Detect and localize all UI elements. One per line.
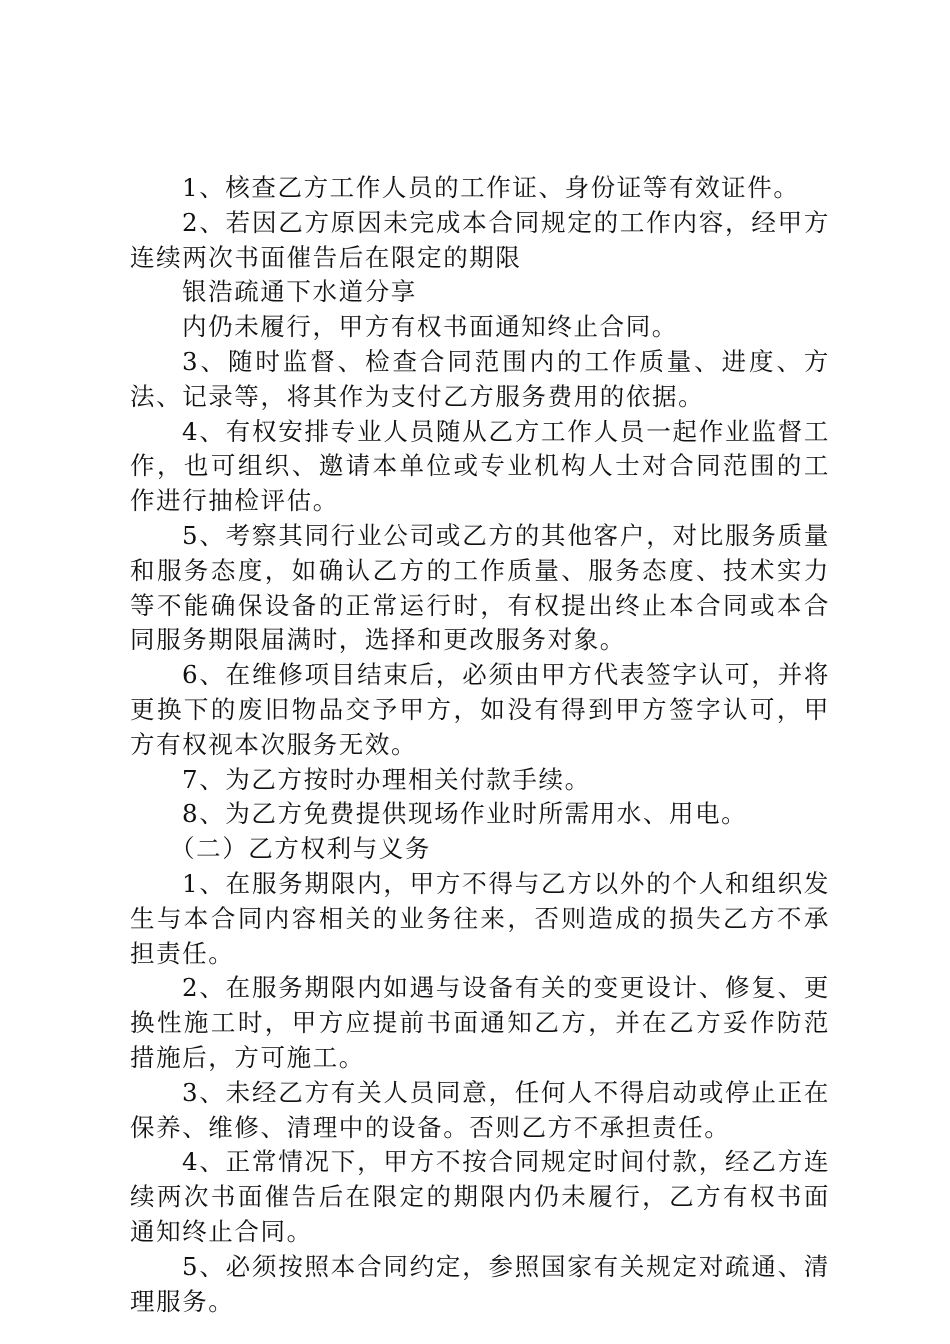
paragraph-b2: 2、在服务期限内如遇与设备有关的变更设计、修复、更换性施工时，甲方应提前书面通知乙方，并在乙方妥作防范措施后，方可施工。 bbox=[130, 973, 830, 1072]
paragraph-b4: 4、正常情况下，甲方不按合同规定时间付款，经乙方连续两次书面催告后在限定的期限内仍未履行，乙方有权书面通知终止合同。 bbox=[130, 1147, 830, 1246]
paragraph-a4: 4、有权安排专业人员随从乙方工作人员一起作业监督工作，也可组织、邀请本单位或专业机构人士对合同范围的工作进行抽检评估。 bbox=[130, 416, 830, 516]
paragraph-a2: 2、若因乙方原因未完成本合同规定的工作内容，经甲方连续两次书面催告后在限定的期限 bbox=[130, 207, 830, 272]
paragraph-b1: 1、在服务期限内，甲方不得与乙方以外的个人和组织发生与本合同内容相关的业务往来，否则造成的损失乙方不承担责任。 bbox=[130, 868, 830, 968]
paragraph-a6: 6、在维修项目结束后，必须由甲方代表签字认可，并将更换下的废旧物品交予甲方，如没有得到甲方签字认可，甲方有权视本次服务无效。 bbox=[130, 660, 830, 759]
section-heading: （二）乙方权利与义务 bbox=[170, 834, 431, 864]
paragraph-a3: 3、随时监督、检查合同范围内的工作质量、进度、方法、记录等，将其作为支付乙方服务费用的依据。 bbox=[130, 346, 830, 411]
paragraph-a1: 1、核查乙方工作人员的工作证、身份证等有效证件。 bbox=[182, 173, 800, 202]
paragraph-a5: 5、考察其同行业公司或乙方的其他客户，对比服务质量和服务态度，如确认乙方的工作质量、服务态度、技术实力等不能确保设备的正常运行时，有权提出终止本合同或本合同服务期限届满时，选择和更改服务对象。 bbox=[130, 520, 830, 655]
paragraph-a8: 8、为乙方免费提供现场作业时所需用水、用电。 bbox=[182, 799, 748, 829]
paragraph-a2-continued: 内仍未履行，甲方有权书面通知终止合同。 bbox=[182, 312, 678, 342]
paragraph-b5: 5、必须按照本合同约定，参照国家有关规定对疏通、清理服务。 bbox=[130, 1251, 830, 1316]
watermark-line: 银浩疏通下水道分享 bbox=[182, 277, 417, 307]
paragraph-b3: 3、未经乙方有关人员同意，任何人不得启动或停止正在保养、维修、清理中的设备。否则乙方不承担责任。 bbox=[130, 1077, 830, 1142]
paragraph-a7: 7、为乙方按时办理相关付款手续。 bbox=[182, 764, 591, 794]
document-body bbox=[130, 171, 830, 1319]
